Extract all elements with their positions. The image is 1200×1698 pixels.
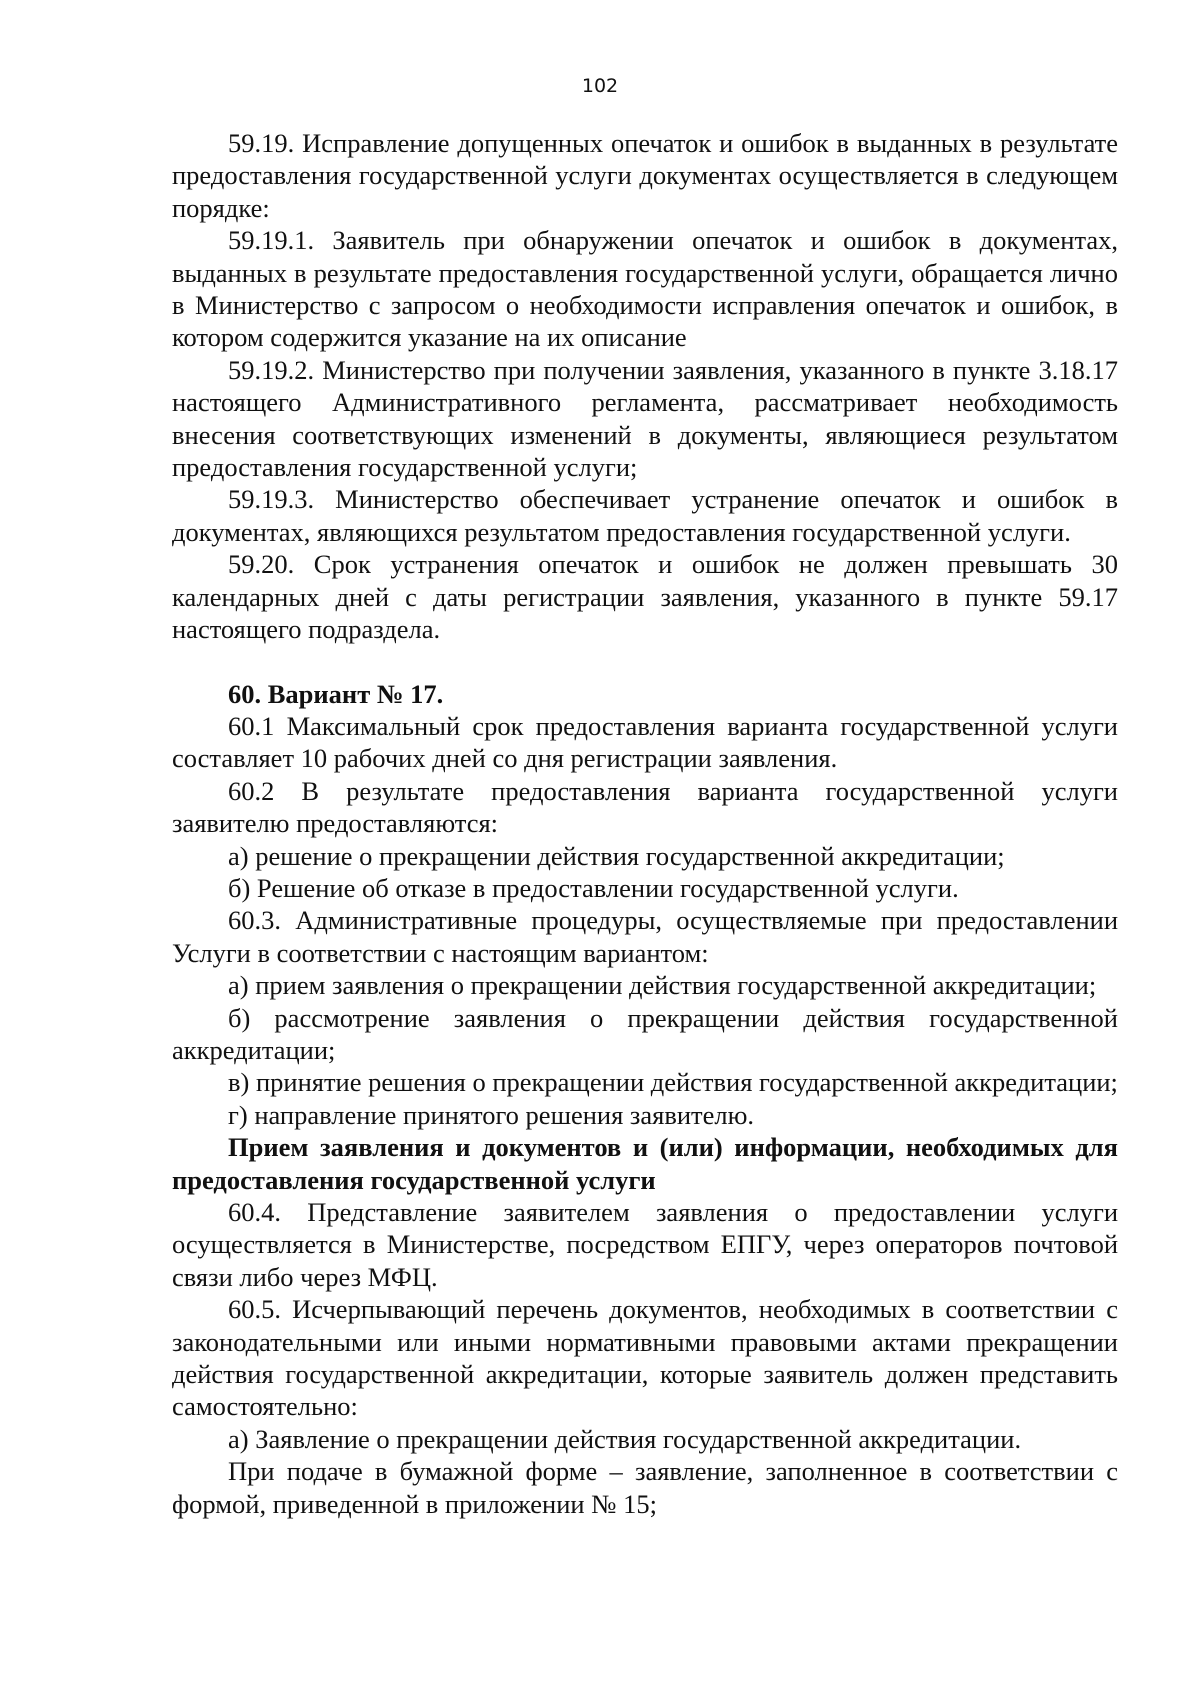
paragraph-59-20: 59.20. Срок устранения опечаток и ошибок не должен превышать 30 календарных дней с даты регистрации заявления, указанного в пункте 59.17 настоящего подраздела. — [172, 549, 1118, 645]
paragraph-59-19: 59.19. Исправление допущенных опечаток и ошибок в выданных в результате предоставления государственной услуги документах осуществляется в следующем порядке: — [172, 128, 1118, 223]
section-heading-60: 60. Вариант № 17. — [228, 678, 444, 709]
paragraph-60-3: 60.3. Административные процедуры, осуществляемые при предоставлении Услуги в соответствии с настоящим вариантом: — [172, 905, 1118, 968]
list-item-60-5-a: а) Заявление о прекращении действия государственной аккредитации. — [228, 1423, 1022, 1454]
paragraph-60-2: 60.2 В результате предоставления варианта государственной услуги заявителю предоставляются: — [172, 775, 1118, 839]
paragraph-paper-form: При подаче в бумажной форме – заявление, заполненное в соответствии с формой, приведенной в приложении № 15; — [172, 1456, 1118, 1519]
paragraph-60-4: 60.4. Представление заявителем заявления о предоставлении услуги осуществляется в Министерстве, посредством ЕПГУ, через операторов почтовой связи либо через МФЦ. — [172, 1197, 1118, 1292]
list-item-60-2-a: а) решение о прекращении действия государственной аккредитации; — [228, 840, 1005, 871]
list-item-60-3-b: б) рассмотрение заявления о прекращении действия государственной аккредитации; — [172, 1002, 1118, 1065]
subsection-heading: Прием заявления и документов и (или) информации, необходимых для предоставления государственной услуги — [172, 1132, 1118, 1195]
page-number: 102 — [581, 75, 619, 97]
list-item-60-2-b: б) Решение об отказе в предоставлении государственной услуги. — [228, 872, 959, 903]
paragraph-59-19-1: 59.19.1. Заявитель при обнаружении опечаток и ошибок в документах, выданных в результате предоставления государственной услуги, обращается лично в Министерство с запросом о необходимости исправления опечаток и ошибок, в котором содержится указание на их описание — [172, 225, 1118, 353]
paragraph-59-19-3: 59.19.3. Министерство обеспечивает устранение опечаток и ошибок в документах, являющихся результатом предоставления государственной услуги. — [172, 484, 1118, 547]
paragraph-59-19-2: 59.19.2. Министерство при получении заявления, указанного в пункте 3.18.17 настоящего Административного регламента, рассматривает необходимость внесения соответствующих изменений в документы, являющиеся результатом предоставления государственной услуги; — [172, 354, 1118, 483]
list-item-60-3-a: а) прием заявления о прекращении действия государственной аккредитации; — [228, 970, 1097, 1001]
paragraph-60-1: 60.1 Максимальный срок предоставления варианта государственной услуги составляет 10 рабочих дней со дня регистрации заявления. — [172, 710, 1118, 774]
paragraph-60-5: 60.5. Исчерпывающий перечень документов, необходимых в соответствии с законодательными или иными нормативными правовыми актами прекращении действия государственной аккредитации, которые заявитель должен представить самостоятельно: — [172, 1294, 1118, 1422]
list-item-60-3-v: в) принятие решения о прекращении действия государственной аккредитации; — [228, 1067, 1118, 1098]
list-item-60-3-g: г) направление принятого решения заявителю. — [228, 1099, 755, 1130]
document-body — [172, 127, 1118, 1520]
